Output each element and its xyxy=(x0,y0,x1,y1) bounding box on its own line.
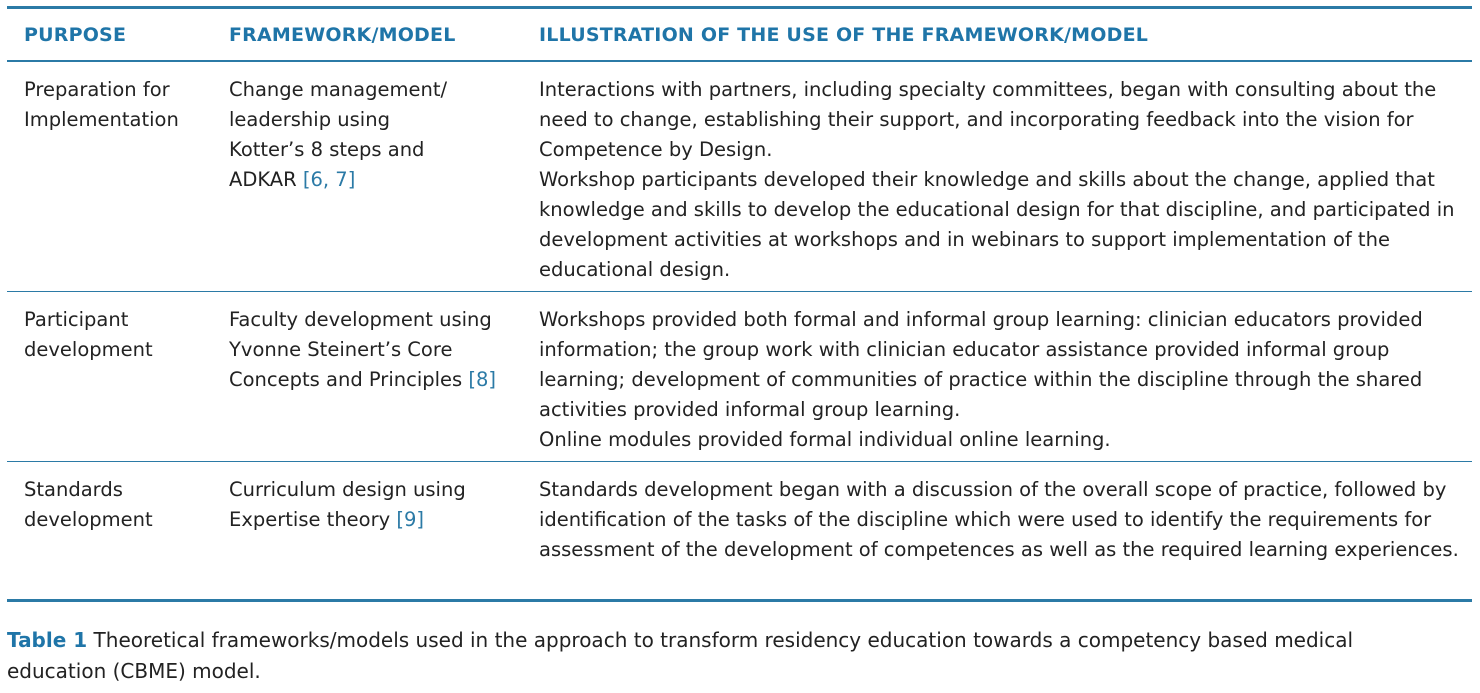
purpose-cell xyxy=(7,475,212,599)
header-purpose: PURPOSE xyxy=(24,23,127,46)
header-framework: FRAMEWORK/MODEL xyxy=(229,23,456,46)
table-row xyxy=(7,62,1472,292)
purpose-cell xyxy=(7,305,212,461)
purpose-line: development xyxy=(24,508,153,531)
table-row xyxy=(7,462,1472,599)
purpose-cell xyxy=(7,75,212,291)
table-caption xyxy=(7,625,1457,687)
table-bottom-rule xyxy=(7,599,1472,602)
illustration-paragraph: Workshops provided both formal and informal group learning: clinician educators provided information; the group work with clinician educator assistance provided informal group learning; development of communities of practice within the discipline through the shared activities provided informal group learning. xyxy=(539,308,1423,421)
purpose-line: Participant xyxy=(24,308,129,331)
table-header-row xyxy=(7,9,1472,62)
frameworks-table xyxy=(7,6,1472,602)
illustration-paragraph: Standards development began with a discussion of the overall scope of practice, followed by identification of the tasks of the discipline which were used to identify the requirements for assessment of the development of competences as well as the required learning experiences. xyxy=(539,478,1459,561)
framework-cell xyxy=(212,475,522,599)
illustration-paragraph: Online modules provided formal individual online learning. xyxy=(539,428,1111,451)
purpose-line: Preparation for xyxy=(24,78,170,101)
illustration-cell xyxy=(522,75,1472,291)
illustration-cell xyxy=(522,305,1472,461)
framework-line: Yvonne Steinert’s Core xyxy=(229,338,453,361)
framework-text: Concepts and Principles xyxy=(229,368,469,391)
framework-cell xyxy=(212,75,522,291)
purpose-line: Standards xyxy=(24,478,123,501)
citation-link[interactable]: [9] xyxy=(396,508,424,531)
citation-link[interactable]: [6, 7] xyxy=(302,168,356,191)
framework-text: Expertise theory xyxy=(229,508,397,531)
caption-text: Theoretical frameworks/models used in the approach to transform residency education towards a competency based medical education (CBME) model. xyxy=(7,628,1354,683)
illustration-cell xyxy=(522,475,1472,599)
framework-cell xyxy=(212,305,522,461)
framework-line-last xyxy=(229,505,522,535)
citation-link[interactable]: [8] xyxy=(468,368,497,391)
framework-line: Change management/ xyxy=(229,78,448,101)
illustration-paragraph: Workshop participants developed their knowledge and skills about the change, applied that knowledge and skills to develop the educational design for that discipline, and participated in development activities at workshops and in webinars to support implementation of the educational design. xyxy=(539,168,1455,281)
framework-line: leadership using xyxy=(229,108,390,131)
purpose-line: Implementation xyxy=(24,108,179,131)
framework-line: Kotter’s 8 steps and xyxy=(229,138,425,161)
framework-line: Curriculum design using xyxy=(229,478,466,501)
framework-text: ADKAR xyxy=(229,168,303,191)
caption-label: Table 1 xyxy=(7,628,88,652)
purpose-line: development xyxy=(24,338,153,361)
framework-line-last xyxy=(229,165,522,195)
table-row xyxy=(7,292,1472,462)
header-illustration: ILLUSTRATION OF THE USE OF THE FRAMEWORK/MODEL xyxy=(539,23,1149,46)
illustration-paragraph: Interactions with partners, including specialty committees, began with consulting about the need to change, establishing their support, and incorporating feedback into the vision for Competence by Design. xyxy=(539,78,1437,161)
framework-line: Faculty development using xyxy=(229,308,492,331)
framework-line-last xyxy=(229,365,522,395)
